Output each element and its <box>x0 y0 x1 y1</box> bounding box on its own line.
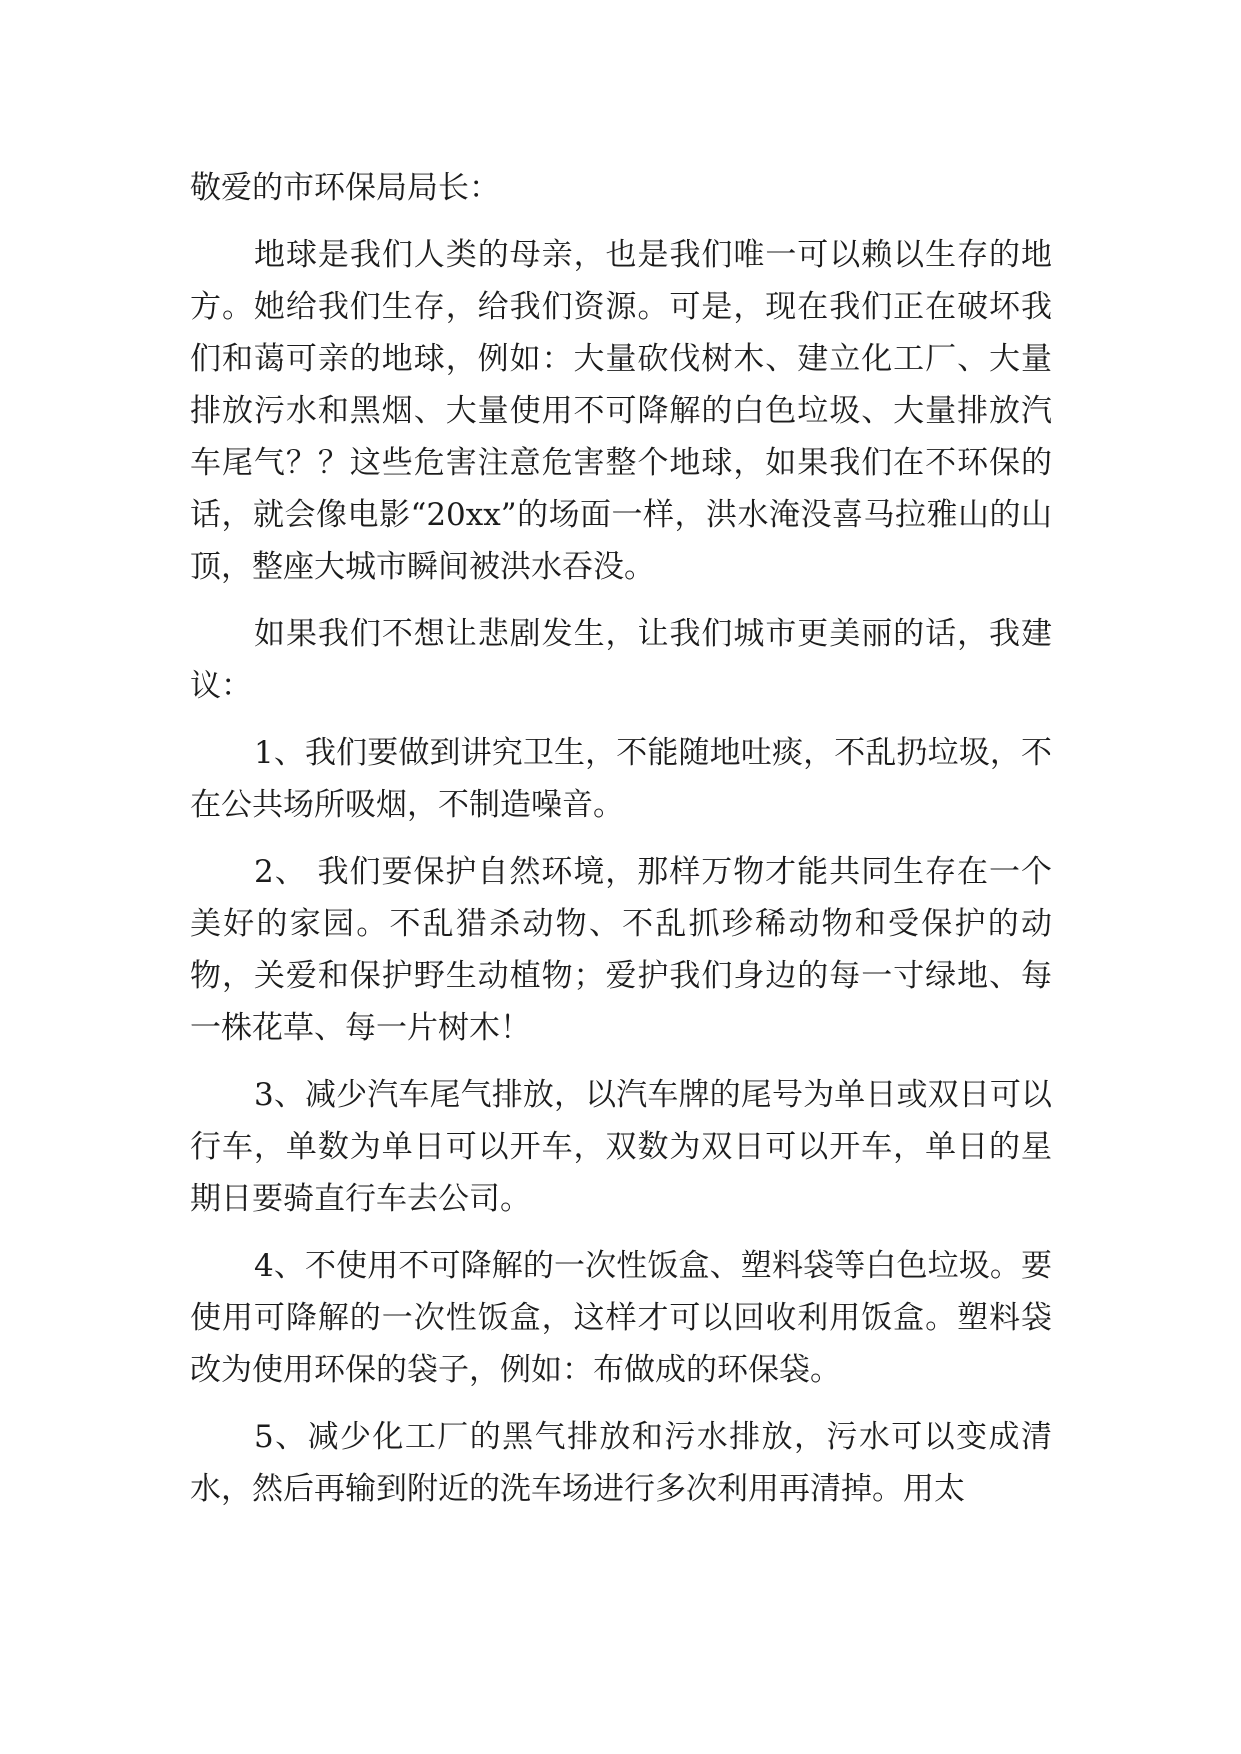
paragraph-earth: 地球是我们人类的母亲，也是我们唯一可以赖以生存的地方。她给我们生存，给我们资源。可是，现在我们正在破坏我们和蔼可亲的地球，例如：大量砍伐树木、建立化工厂、大量排放污水和黑烟、大量使用不可降解的白色垃圾、大量排放汽车尾气？？这些危害注意危害整个地球，如果我们在不环保的话，就会像电影“20xx”的场面一样，洪水淹没喜马拉雅山的山顶，整座大城市瞬间被洪水吞没。 <box>190 237 1052 585</box>
salutation: 敬爱的市环保局局长： <box>190 170 500 206</box>
paragraph-item-1: 1、我们要做到讲究卫生，不能随地吐痰，不乱扔垃圾，不在公共场所吸烟，不制造噪音。 <box>190 735 1052 823</box>
paragraph-item-4: 4、不使用不可降解的一次性饭盒、塑料袋等白色垃圾。要使用可降解的一次性饭盒，这样才可以回收利用饭盒。塑料袋改为使用环保的袋子，例如：布做成的环保袋。 <box>190 1248 1052 1388</box>
paragraph-item-5: 5、减少化工厂的黑气排放和污水排放，污水可以变成清水，然后再输到附近的洗车场进行多次利用再清掉。用太 <box>190 1419 1052 1507</box>
paragraph-item-3: 3、减少汽车尾气排放，以汽车牌的尾号为单日或双日可以行车，单数为单日可以开车，双数为双日可以开车，单日的星期日要骑直行车去公司。 <box>190 1077 1052 1217</box>
paragraph-item-2: 2、 我们要保护自然环境，那样万物才能共同生存在一个美好的家园。不乱猎杀动物、不乱抓珍稀动物和受保护的动物，关爱和保护野生动植物；爱护我们身边的每一寸绿地、每一株花草、每一片树木！ <box>190 854 1052 1046</box>
paragraph-suggestion-intro: 如果我们不想让悲剧发生，让我们城市更美丽的话，我建议： <box>190 616 1052 704</box>
letter-body <box>190 162 1052 1530</box>
